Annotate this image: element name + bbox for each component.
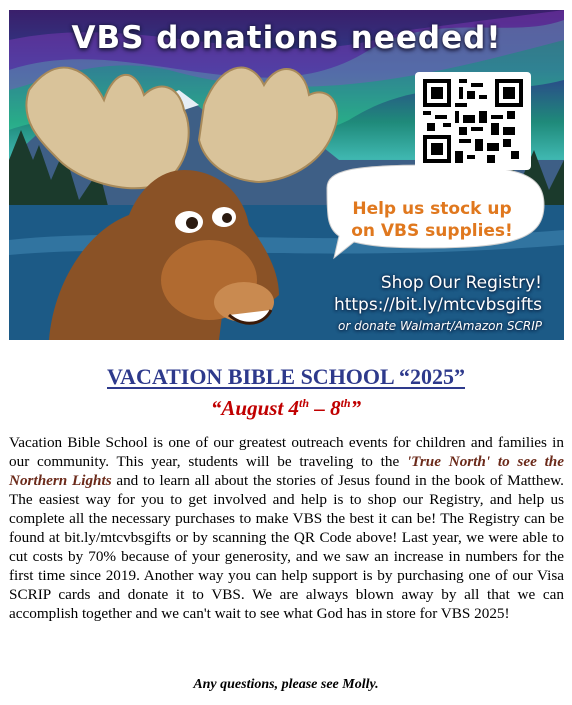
speech-bubble-text	[327, 198, 537, 242]
dates-end: – 8	[309, 396, 341, 420]
registry-link[interactable]: https://bit.ly/mtcvbsgifts	[333, 295, 542, 315]
contact-note: Any questions, please see Molly.	[193, 677, 379, 692]
dates-start: “August 4	[210, 396, 300, 420]
banner-title: VBS donations needed!	[71, 20, 502, 56]
page-heading: VACATION BIBLE SCHOOL “2025”	[107, 364, 465, 389]
registry-callout	[334, 272, 542, 336]
dates-ordinal-2: th	[340, 396, 351, 410]
body-paragraph	[9, 433, 564, 623]
body-emphasis: 'True North' to see the Northern Lights	[9, 453, 564, 489]
body-part-1: Vacation Bible School is one of our greatest outreach events for children and families in our community. This year, students will be traveling to the	[9, 434, 564, 470]
dates-ordinal-1: th	[299, 396, 310, 410]
scrip-note: or donate Walmart/Amazon SCRIP	[338, 319, 542, 333]
vbs-banner-image	[9, 10, 564, 340]
bubble-line-1: Help us stock up	[352, 199, 512, 219]
qr-code-icon	[423, 78, 523, 164]
shop-registry-label: Shop Our Registry!	[380, 273, 542, 293]
bubble-line-2: on VBS supplies!	[351, 221, 513, 241]
body-part-2: and to learn all about the stories of Jesus found in the book of Matthew. The easiest way for you to get involved and help is to shop our Registry, and help us complete all the necessary purchases to make VBS the best it can be! The Registry can be found at bit.ly/mtcvbsgifts or by scanning the QR Code above! Last year, we were able to cut costs by 70% because of your generosity, and we saw an increase in numbers for the first time since 2019. Another way you can help support is by purchasing one of our Visa SCRIP cards and donate it to VBS. We are always blown away by all that we can accomplish together and we can't wait to see what God has in store for VBS 2025!	[9, 472, 564, 622]
dates-close: ”	[350, 396, 362, 420]
event-dates	[0, 396, 572, 421]
qr-code[interactable]	[415, 72, 531, 170]
